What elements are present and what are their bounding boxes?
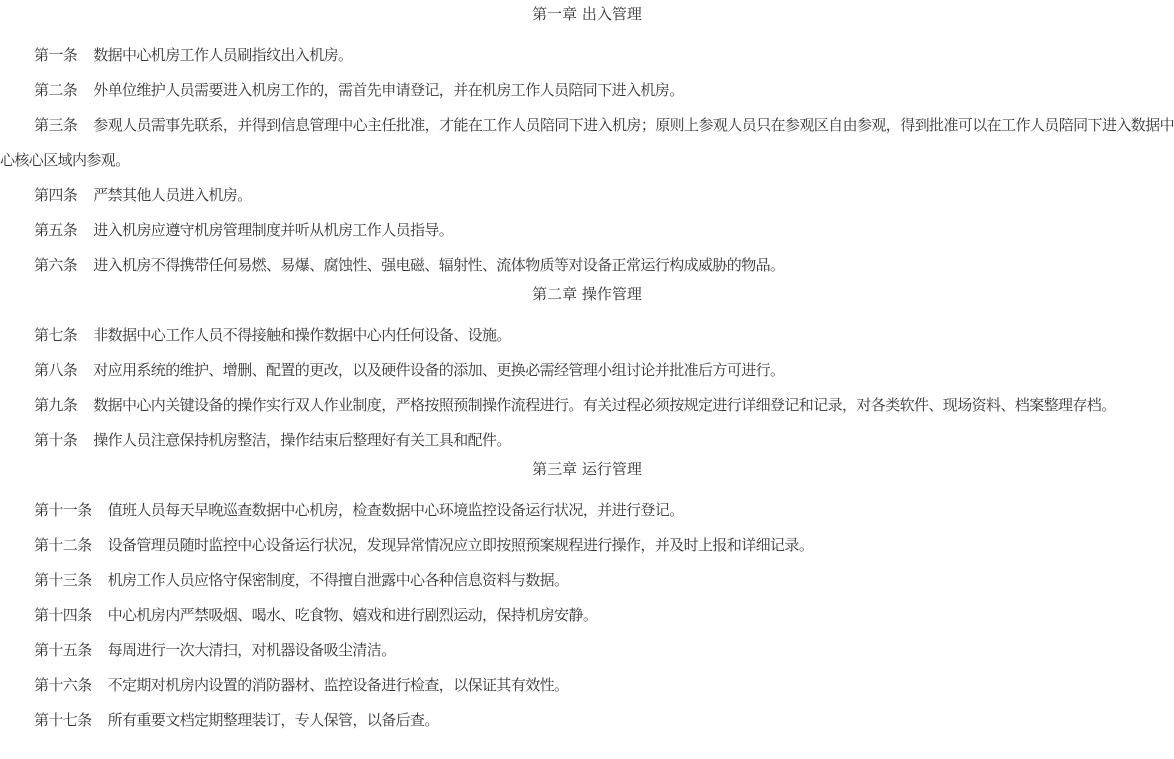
article-number: 第一条 — [34, 46, 78, 64]
article — [0, 598, 1174, 633]
article — [0, 353, 1174, 388]
article-number: 第三条 — [34, 116, 78, 134]
article-text: 进入机房不得携带任何易燃、易爆、腐蚀性、强电磁、辐射性、流体物质等对设备正常运行构成威胁的物品。 — [93, 256, 785, 274]
article — [0, 528, 1174, 563]
article-text: 外单位维护人员需要进入机房工作的，需首先申请登记，并在机房工作人员陪同下进入机房。 — [93, 81, 684, 99]
article-text: 非数据中心工作人员不得接触和操作数据中心内任何设备、设施。 — [93, 326, 511, 344]
article-text: 参观人员需事先联系，并得到信息管理中心主任批准，才能在工作人员陪同下进入机房；原则上参观人员只在参观区自由参观，得到批准可以在工作人员陪同下进入数据中心核心区域内参观。 — [0, 116, 1174, 169]
chapter-title: 第三章 运行管理 — [532, 460, 642, 478]
article-number: 第十三条 — [34, 571, 92, 589]
article-text: 所有重要文档定期整理装订，专人保管，以备后查。 — [107, 711, 439, 729]
article-text: 每周进行一次大清扫，对机器设备吸尘清洁。 — [107, 641, 396, 659]
article — [0, 668, 1174, 703]
article-number: 第十五条 — [34, 641, 92, 659]
article — [0, 108, 1174, 178]
article — [0, 73, 1174, 108]
article — [0, 38, 1174, 73]
article-number: 第十七条 — [34, 711, 92, 729]
article-number: 第十二条 — [34, 536, 92, 554]
article — [0, 703, 1174, 738]
article-number: 第十六条 — [34, 676, 92, 694]
chapter-title: 第一章 出入管理 — [532, 5, 642, 23]
chapter-title: 第二章 操作管理 — [532, 285, 642, 303]
article-number: 第七条 — [34, 326, 78, 344]
article-text: 数据中心内关键设备的操作实行双人作业制度，严格按照预制操作流程进行。有关过程必须按规定进行详细登记和记录，对各类软件、现场资料、档案整理存档。 — [93, 396, 1116, 414]
article — [0, 178, 1174, 213]
article-number: 第四条 — [34, 186, 78, 204]
article-number: 第十一条 — [34, 501, 92, 519]
article-text: 设备管理员随时监控中心设备运行状况，发现异常情况应立即按照预案规程进行操作，并及时上报和详细记录。 — [107, 536, 814, 554]
article-text: 对应用系统的维护、增删、配置的更改，以及硬件设备的添加、更换必需经管理小组讨论并批准后方可进行。 — [93, 361, 785, 379]
article-text: 数据中心机房工作人员刷指纹出入机房。 — [93, 46, 353, 64]
article-text: 不定期对机房内设置的消防器材、监控设备进行检查，以保证其有效性。 — [107, 676, 569, 694]
article-number: 第八条 — [34, 361, 78, 379]
article — [0, 318, 1174, 353]
article — [0, 633, 1174, 668]
article-number: 第五条 — [34, 221, 78, 239]
article-text: 操作人员注意保持机房整洁，操作结束后整理好有关工具和配件。 — [93, 431, 511, 449]
article — [0, 423, 1174, 458]
article — [0, 493, 1174, 528]
article-text: 严禁其他人员进入机房。 — [93, 186, 252, 204]
article-text: 中心机房内严禁吸烟、喝水、吃食物、嬉戏和进行剧烈运动，保持机房安静。 — [107, 606, 598, 624]
article — [0, 213, 1174, 248]
article-number: 第二条 — [34, 81, 78, 99]
article-text: 机房工作人员应恪守保密制度，不得擅自泄露中心各种信息资料与数据。 — [107, 571, 569, 589]
article — [0, 563, 1174, 598]
article — [0, 248, 1174, 283]
article-text: 进入机房应遵守机房管理制度并听从机房工作人员指导。 — [93, 221, 454, 239]
article-number: 第十条 — [34, 431, 78, 449]
article-number: 第九条 — [34, 396, 78, 414]
article-number: 第六条 — [34, 256, 78, 274]
article-number: 第十四条 — [34, 606, 92, 624]
article — [0, 388, 1174, 423]
article-text: 值班人员每天早晚巡查数据中心机房，检查数据中心环境监控设备运行状况，并进行登记。 — [107, 501, 684, 519]
